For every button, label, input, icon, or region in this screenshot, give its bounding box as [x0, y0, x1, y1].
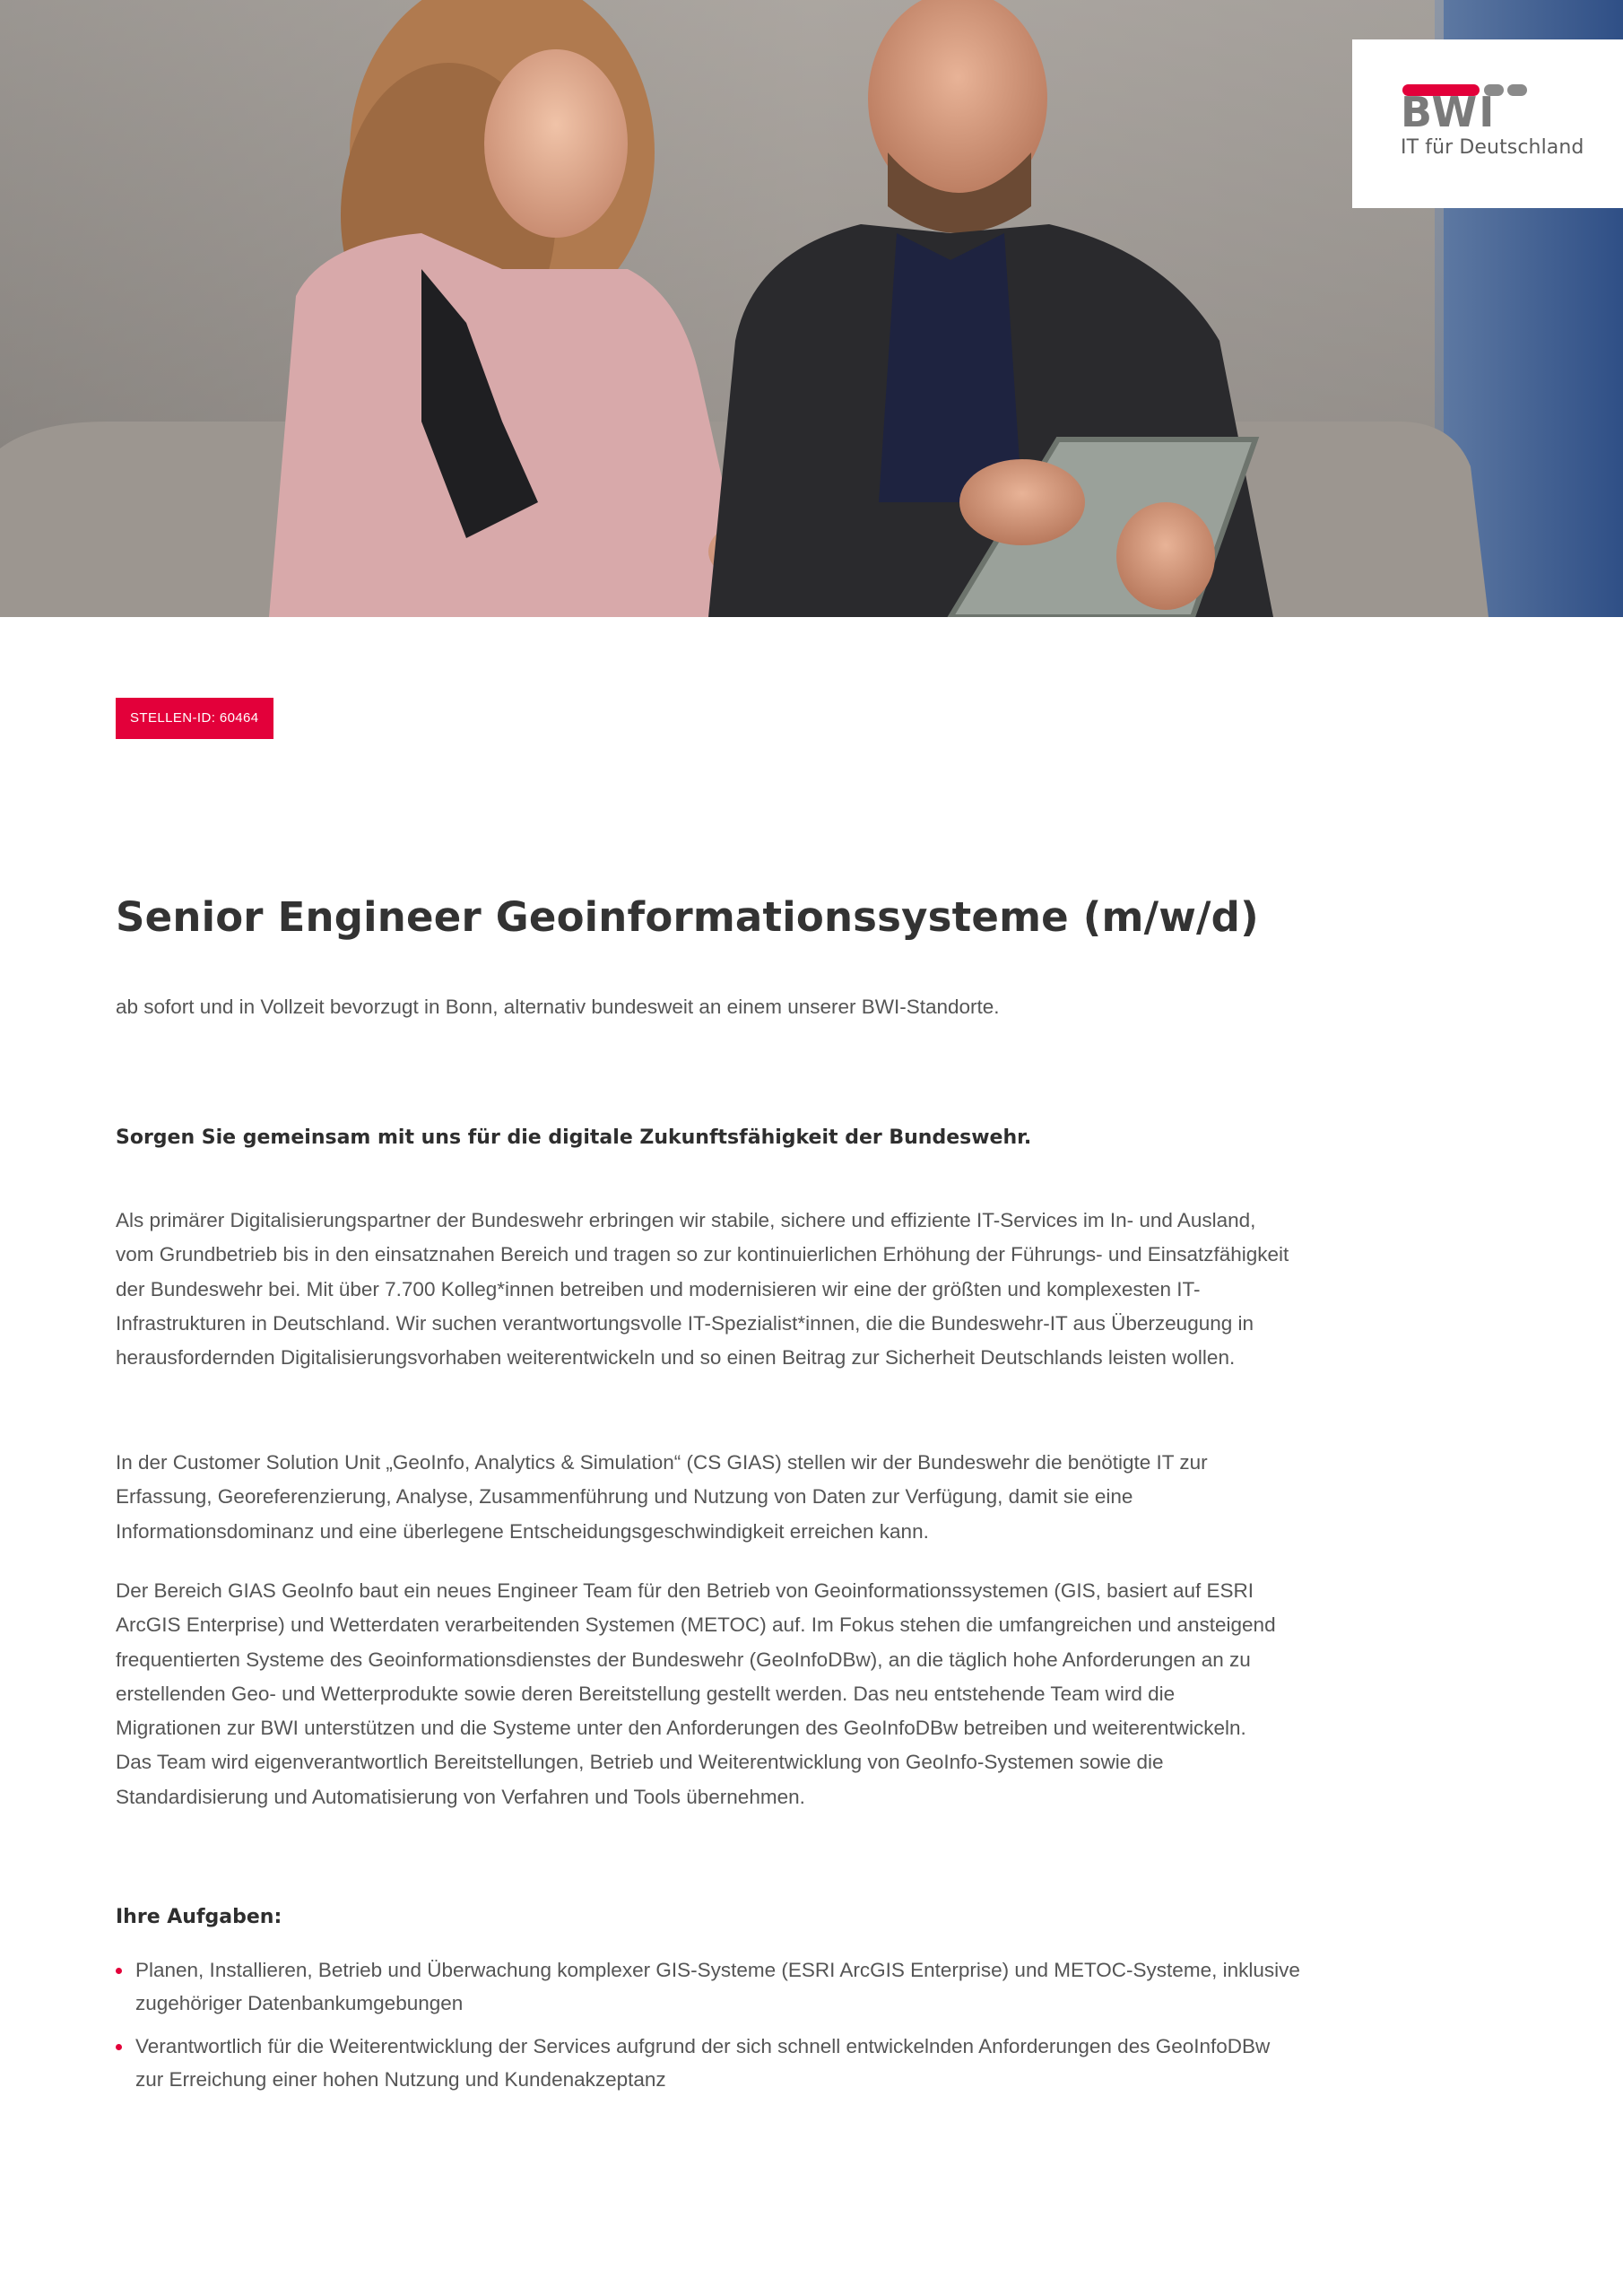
bullet-icon [116, 1968, 122, 1974]
text-line: Informationsdominanz und eine überlegene Entscheidungsgeschwindigkeit erreichen kann. [116, 1519, 929, 1543]
text-line: frequentierten Systeme des Geoinformationsdienstes der Bundeswehr (GeoInfoDBw), an die täglich hohe Anforderungen an zu [116, 1648, 1251, 1671]
text-line: der Bundeswehr bei. Mit über 7.700 Kolleg*innen betreiben und modernisieren wir eine der größten und komplexesten IT- [116, 1277, 1201, 1300]
tasks-heading: Ihre Aufgaben: [116, 1906, 282, 1928]
text-line: zur Erreichung einer hohen Nutzung und Kundenakzeptanz [135, 2067, 666, 2091]
text-line: Als primärer Digitalisierungspartner der Bundeswehr erbringen wir stabile, sichere und effiziente IT-Services im In- und Ausland, [116, 1209, 1256, 1231]
text-line: herausfordernden Digitalisierungsvorhaben weiterentwickeln und so einen Beitrag zur Sicherheit Deutschlands leisten wollen. [116, 1346, 1236, 1370]
page-title: Senior Engineer Geoinformationssysteme (m/w/d) [116, 893, 1259, 941]
text-line: Verantwortlich für die Weiterentwicklung der Services aufgrund der sich schnell entwickelnden Anforderungen des GeoInfoDBw [135, 2035, 1271, 2057]
list-item [116, 2031, 1299, 2096]
text-line: Planen, Installieren, Betrieb und Überwachung komplexer GIS-Systeme (ESRI ArcGIS Enterprise) und METOC-Systeme, inklusive [135, 1959, 1300, 1981]
text-line: Das Team wird eigenverantwortlich Bereitstellungen, Betrieb und Weiterentwicklung von GeoInfo-Systemen sowie die [116, 1751, 1164, 1774]
text-line: ArcGIS Enterprise) und Wetterdaten verarbeitenden Systemen (METOC) auf. Im Fokus stehen die umfangreichen und ansteigend [116, 1613, 1276, 1637]
hero-photo [0, 0, 1623, 617]
text-line: Der Bereich GIAS GeoInfo baut ein neues Engineer Team für den Betrieb von Geoinformationssystemen (GIS, basiert auf ESRI [116, 1579, 1254, 1602]
job-location: ab sofort und in Vollzeit bevorzugt in Bonn, alternativ bundesweit an einem unserer BWI-Standorte. [116, 996, 1000, 1018]
bullet-icon [116, 2044, 122, 2050]
text-line: Standardisierung und Automatisierung von Verfahren und Tools übernehmen. [116, 1785, 805, 1808]
intro-paragraph-3 [116, 1574, 1281, 1814]
tasks-list [116, 1954, 1299, 2107]
job-id-badge: STELLEN-ID: 60464 [116, 698, 273, 739]
text-line: In der Customer Solution Unit „GeoInfo, Analytics & Simulation“ (CS GIAS) stellen wir der Bundeswehr die benötigte IT zur [116, 1451, 1208, 1474]
text-line: Erfassung, Georeferenzierung, Analyse, Zusammenführung und Nutzung von Daten zur Verfügung, damit sie eine [116, 1485, 1133, 1509]
intro-paragraph-2 [116, 1446, 1281, 1549]
text-line: erstellenden Geo- und Wetterprodukte sowie deren Bereitstellung gestellt werden. Das neu entstehende Team wird die [116, 1682, 1176, 1705]
list-item [116, 1954, 1299, 2020]
lead-heading: Sorgen Sie gemeinsam mit uns für die digitale Zukunftsfähigkeit der Bundeswehr. [116, 1126, 1032, 1149]
text-line: zugehöriger Datenbankumgebungen [135, 1991, 464, 2014]
text-line: vom Grundbetrieb bis in den einsatznahen Bereich und tragen so zur kontinuierlichen Erhöhung der Führungs- und Einsatzfähigkeit [116, 1243, 1289, 1266]
text-line: Migrationen zur BWI unterstützen und die Systeme unter den Anforderungen des GeoInfoDBw betreiben und weiterentwickeln. [116, 1717, 1246, 1740]
logo-box[interactable] [1352, 39, 1623, 208]
intro-paragraph-1 [116, 1204, 1289, 1375]
logo-wordmark: BWI [1401, 88, 1497, 136]
text-line: Infrastrukturen in Deutschland. Wir suchen verantwortungsvolle IT-Spezialist*innen, die die Bundeswehr-IT aus Überzeugung in [116, 1311, 1254, 1335]
logo-tagline: IT für Deutschland [1401, 136, 1584, 159]
